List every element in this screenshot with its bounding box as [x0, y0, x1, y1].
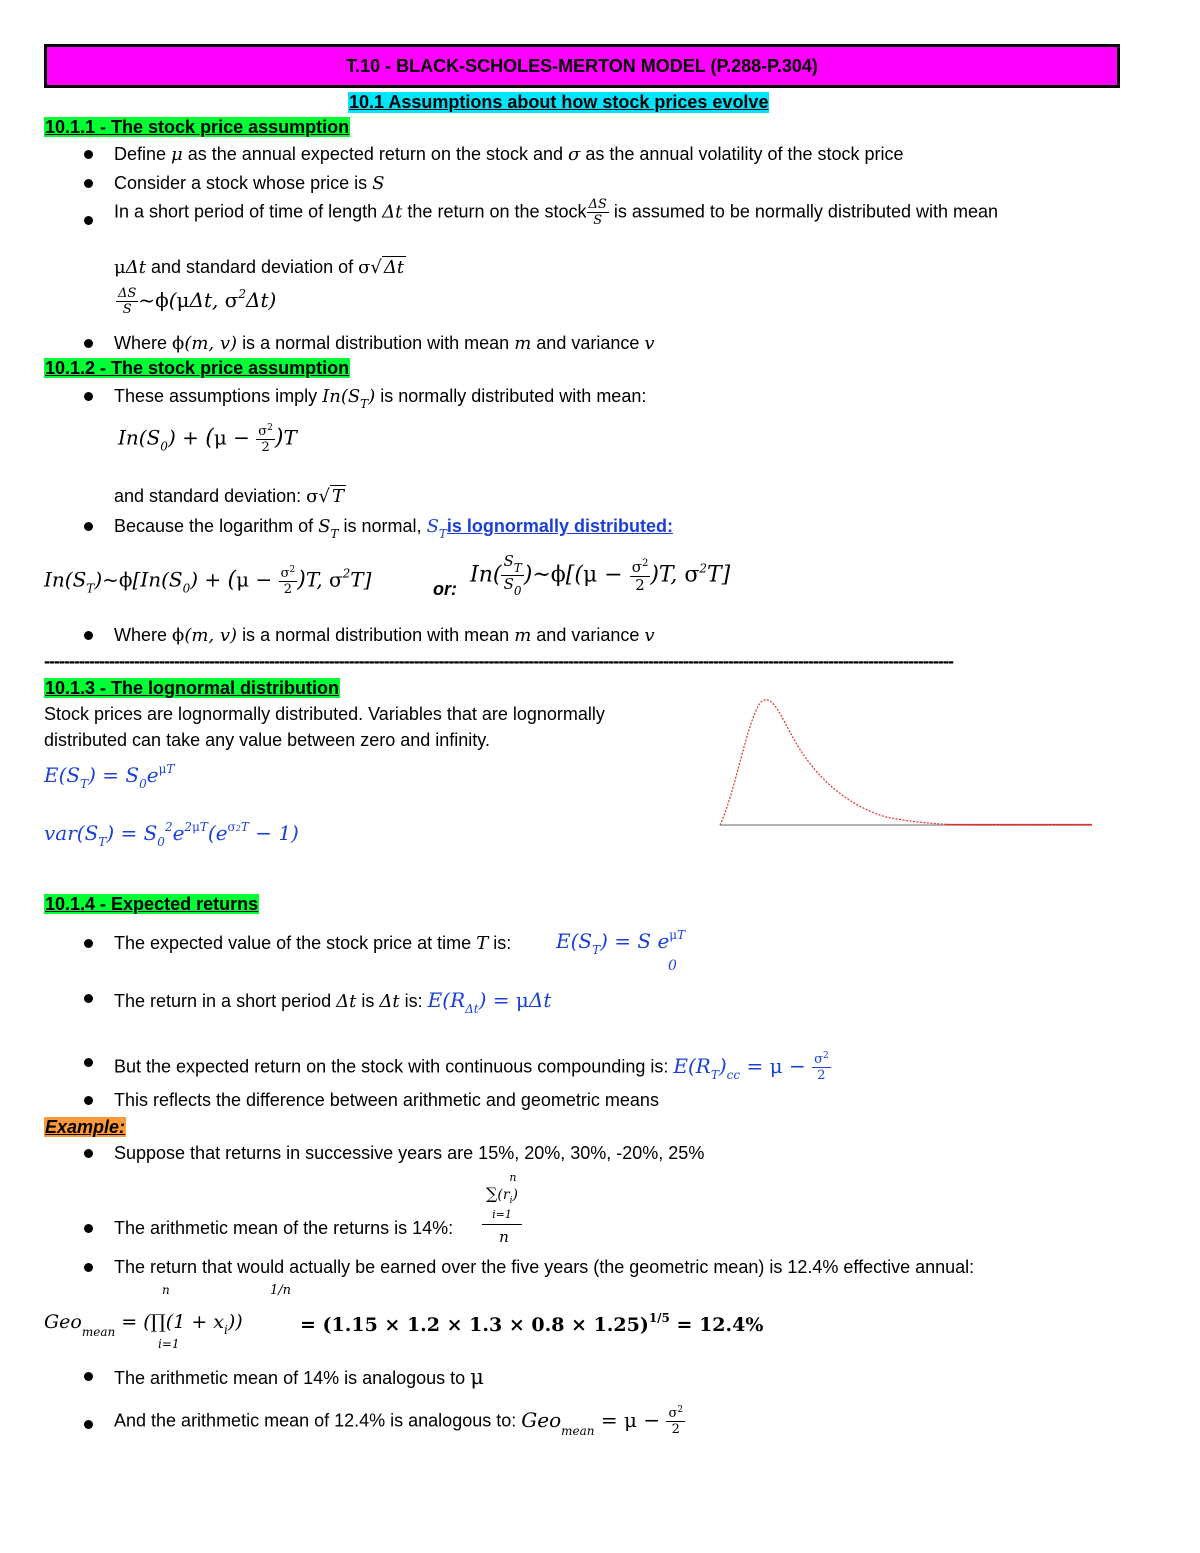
bullet [84, 179, 93, 188]
bullet [84, 1372, 93, 1381]
example-label: Example: [45, 1117, 126, 1137]
formula-geometric-result: = $(1.15 \times 1.2 \times 1.3 \times 0.8 \times 1.25)^{1/5} = 12.4\%$ [300, 1311, 764, 1336]
s1-bullet-3-line2: μΔt and standard deviation of σ√ Δt [114, 257, 405, 278]
example-bullet-3: The return that would actually be earned over the five years (the geometric mean) is 12.4% effective annual: [114, 1257, 975, 1277]
bullet [84, 939, 93, 948]
s1-bullet-1: Define μ as the annual expected return on the stock and σ as the annual volatility of the stock price [114, 144, 904, 165]
formula-arithmetic-mean: n $\sum(r_i)$ i=1 n [482, 1172, 522, 1246]
lognormal-curve-chart [716, 695, 1096, 830]
s2-bullet-1: These assumptions imply $In(S_T)$ is normally distributed with mean: [114, 386, 647, 411]
s2-bullet-2: Because the logarithm of $S_T$ is normal, $S_Tis$ lognormally distributed: [114, 516, 673, 541]
formula-return-distribution: $\frac{\Delta S}{S}$ ~ϕ(μΔt, $\sigma^2\Delta t$) [118, 286, 277, 317]
formula-variance: $var(S_T) = S_0^2e^{2\mu T}(e^{\sigma 2T} - 1)$ [44, 820, 299, 849]
example-bullet-1: Suppose that returns in successive years are 15%, 20%, 30%, -20%, 25% [114, 1143, 705, 1163]
s4-bullet-3: But the expected return on the stock with continuous compounding is: $E(R_T)_{cc} = \mu$ − $\frac{\sigma^2}{2}$ [114, 1051, 829, 1083]
s3-paragraph-line1: Stock prices are lognormally distributed. Variables that are lognormally [44, 704, 605, 724]
heading-10-1-2: 10.1.2 - The stock price assumption [45, 358, 350, 378]
example-bullet-2: The arithmetic mean of the returns is 14%: [114, 1218, 454, 1238]
s1-bullet-4: Where ϕ(m, v) is a normal distribution with mean m and variance v [114, 333, 655, 354]
bullet [84, 339, 93, 348]
divider: -------------------------------------------------------------------------------------------------------------------------------------------------------------------------------------- [44, 651, 953, 671]
s4-bullet-1: The expected value of the stock price at time T is: [114, 933, 512, 954]
bullet [84, 522, 93, 531]
lognormal-curve [720, 700, 1092, 825]
formula-lognormal: $In(S_T)\sim\phi[In(S_0) + (\mu$ − $\frac{\sigma^2}{2}$ )T, $\sigma^2T$] [44, 565, 372, 597]
s2-bullet-3: Where ϕ(m, v) is a normal distribution with mean m and variance v [114, 625, 655, 646]
formula-lognormal-alt: In( $\frac{S_T}{S_0}$ )~ϕ[(μ − $\frac{\sigma^2}{2}$ )T, $\sigma^2T$] [470, 552, 731, 598]
s2-sd-line: and standard deviation: σ√ T [114, 486, 344, 507]
formula-expected-price: $E(S_T) = S$ $e^{\mu T}$ [556, 928, 686, 957]
formula-subscript-zero: 0 [668, 958, 677, 974]
bullet [84, 1263, 93, 1272]
example-bullet-5: And the arithmetic mean of 12.4% is analogous to: Geo$_{mean}$ = μ − $\frac{\sigma^2}{2}$ [114, 1405, 684, 1438]
bullet [84, 392, 93, 401]
bullet [84, 1420, 93, 1429]
section-title: 10.1 Assumptions about how stock prices evolve [349, 92, 769, 112]
bullet [84, 1149, 93, 1158]
heading-10-1-1: 10.1.1 - The stock price assumption [45, 117, 350, 137]
heading-10-1-4: 10.1.4 - Expected returns [45, 894, 259, 914]
bullet [84, 1096, 93, 1105]
bullet [84, 994, 93, 1003]
bullet [84, 1224, 93, 1233]
s3-paragraph-line2: distributed can take any value between zero and infinity. [44, 730, 490, 750]
or-label: or: [433, 579, 457, 599]
s1-bullet-3: In a short period of time of length Δt the return on the stock $\frac{\Delta S}{S}$ is assumed to be normally distributed with mean [114, 197, 999, 228]
s1-bullet-2: Consider a stock whose price is S [114, 173, 385, 194]
example-bullet-4: The arithmetic mean of 14% is analogous to μ [114, 1365, 484, 1389]
formula-expected-value: $E(S_T) = S_0e^{\mu T}$ [44, 762, 175, 791]
s4-bullet-2: The return in a short period Δt is Δt is: $E(R_{\Delta t}) = \mu\Delta t$ [114, 988, 552, 1016]
formula-log-mean: $In(S_0) + (\mu$ − $\frac{\sigma^2}{2}$ )T [118, 423, 297, 455]
bullet [84, 216, 93, 225]
bullet [84, 1058, 93, 1067]
heading-10-1-3: 10.1.3 - The lognormal distribution [45, 678, 340, 698]
bullet [84, 150, 93, 159]
page-title: T.10 - BLACK-SCHOLES-MERTON MODEL (P.288-P.304) [44, 44, 1120, 88]
bullet [84, 631, 93, 640]
s4-bullet-4: This reflects the difference between arithmetic and geometric means [114, 1090, 659, 1110]
